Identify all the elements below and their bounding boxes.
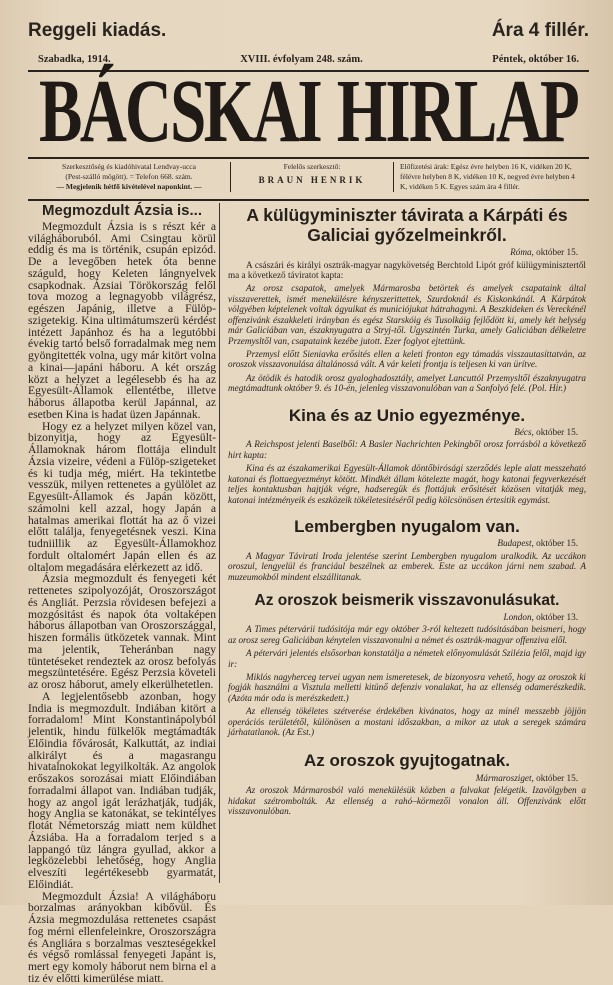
dateline-place: Mármarosziget [475,772,532,783]
paragraph: A legjelentősebb azonban, hogy India is megmozdult. Indiában kitört a forradalom! Mint Konstantinápolyból jelentik, hindu fülkelők megtámadták Előindia fővárosát, Kalkuttát, az indiai alkirályt és a magasrangu hivatalnokokat legyilkolták. Az angolok erőszakos sorozásai miatt Előindiában forradalmi állapot van. Indiában tudják, hogy az angol igát lerázhatják, tudják, hogy Anglia se katonákat, se tekintélyes flotát Németország miatt nem küldhet Ázsiába. Ha a forradalom terjed s a lappangó tüz lángra gyullad, akkor a legközelebbi lehetőség, hogy Anglia elveszíti legértékesebb gyarmatát, Előindiát. [28,689,216,891]
masthead-letter: S [170,61,207,161]
masthead-letter: I [385,61,412,161]
publication-info [28,162,589,192]
masthead-letter: A [495,61,543,161]
paragraph: Az ötödik és hatodik orosz gyaloghadosztály, amelyet Lancuttól Przemysltől északnyugatra megtámadtunk október 9. és 10-én, jelenleg visszavonulóban van a Sanfolyó felé. (Pol. Hir.) [228,372,586,394]
price-label: Ára 4 fillér. [491,20,589,41]
editor-info [231,162,394,192]
paragraph: Hogy ez a helyzet milyen közel van, bizonyitja, hogy az Egyesült-Államoknak három flottája elindult Ázsia vizeire, védeni a Fülöp-szigeteket és ki tudja még, miért. Ha tekintetbe vesszük, milyen rettenetes a gyülölet az Egyesült-Államok és Japán között, számolni kell azzal, hogy Japán a hatalmas amerikai flottát ha az ő vizei előtt találja, fenyegetésnek veszi. Kina tudniillik az Egyesült-Államokhoz fordult oltalomért Japán ellen és az oltalom megadására elérkezett az idő. [28,419,216,574]
article-lemberg [228,517,586,582]
paragraph: Przemysl előtt Sieniavka erősités ellen a keleti fronton egy támadás visszautasíttatván, az oroszok visszavonulása általánossá vált. A vár keleti frontja is teljesen ki van ürítve. [228,348,586,370]
paragraph: A Magyar Távirati Iroda jelentése szerint Lembergben nyugalom uralkodik. Az uccákon oroszul, lengyelül és franciául beszélnek az emberek. Este az uccákon járni nem szabad. A muzeumokból mindent elszállitanak. [228,550,586,582]
edition-label: Reggeli kiadás. [28,20,167,41]
article-title: Az oroszok beismerik visszavonulásukat. [254,592,560,610]
office-info [28,162,231,192]
masthead-letter: C [125,61,173,161]
dateline-place: Bécs [514,427,532,438]
article-russian-arson [228,751,586,816]
article-china-union [228,406,586,505]
paragraph: Az orosz csapatok, amelyek Mármarosba betörtek és amelyek csapataink által visszaverettek, ismét menekülésre kényszerittettek, Szurdoknál és Kiskonkánál. A Kárpátok völgyében képtelenek voltak ágyuikat és municiójukat hátrahagyni. A Beszkideken és Vereckénél offenzivánk északkeleti irányban és egész Starskóig és Tusolkáig fejlődött ki, amely két helység már Galiciában van, északnyugatra a Stryj-től. Ugyszintén Turka, amely Galiciában délkeletre Przemysltől van, csapataink kezébe jutott. Ezer foglyot ejtettünk. [228,283,586,346]
masthead-letter: L [454,61,498,161]
dateline [228,247,578,257]
dateline [228,773,578,783]
article-russian-retreat [228,592,586,737]
place-year: Szabadka, 1914. [38,54,111,65]
paragraph: Az oroszok Mármarosból való menekülésük közben a falvakat felégetik. Izavölgyben a hidakat szétrombolták. Az ellenség a rahó–körmezői vonalon áll. Offenzivánk előtt visszavonulóban. [228,785,586,817]
lead-article-title: Megmozdult Ázsia is... [41,202,203,219]
paragraph: Ázsia megmozdult és fenyegeti két rettenetes szipolyozóját, Oroszországot és Angliát. Perzsia rövidesen befejezi a mozgósitást és napok óta voltaképen háborus állapotban van Oroszországgal, hiszen formális ütközetek vannak. Mint ma jelentik, Teheránban nagy tüntetéseket rendeztek az orosz befolyás megszüntetésére. Egész Perzsia követeli az orosz háborut, amely elkerülhetetlen. [28,572,216,691]
paragraph: Kina és az északamerikai Egyesült-Államok döntőbirósági szerződés leple alatt messzeható katonai és flottaegyezményt kötött. Mindkét állam kötelezte magát, hogy katonai fegyverkezését teljes kontaktusban hajtják végre, hadseregük és flottájuk erősitését közösen vitatják meg, katonai intézményeik és eszközeik tökéletesitéséről pedig kölcsönösen értesitik egymást. [228,463,586,505]
masthead-title [38,61,581,161]
dateline [228,427,578,437]
masthead-letter: R [409,61,457,161]
masthead-letter: Á [80,61,128,161]
article-title: A külügyminiszter távirata a Kárpáti és Galiciai győzelmeinkről. [246,205,568,246]
dateline-date: , október 15. [531,772,578,783]
editor-name: BRAUN HENRIK [258,175,366,185]
masthead-letter: P [540,61,581,161]
news-column [228,205,586,820]
dateline-date: , október 15. [531,427,578,438]
dateline-date: , október 13. [531,611,578,622]
masthead-letter: B [38,61,83,161]
masthead-letter: H [336,61,388,161]
office-line: (Pest-szálló mögött). = Telefon 668. szám. [65,172,193,181]
paragraph: A Times pétervárii tudósitója már egy október 3-ról keltezett tudósitásában beismeri, hogy az orosz sereg Galiciában kénytelen visszavonulni a német és osztrák-magyar offenziva elől. [228,624,586,645]
masthead-letter: I [297,61,324,161]
dateline [228,612,578,622]
dateline-date: , október 15. [531,247,578,258]
dateline-place: London [503,611,532,622]
paragraph: A Reichspost jelenti Baselből: A Basler Nachrichten Pekingből orosz forrásból a következő hirt kapta: [228,439,586,460]
rule [28,199,589,201]
masthead-letter: A [252,61,300,161]
lead-article [28,202,216,985]
dateline [228,538,578,548]
dateline-place: Budapest [497,538,532,549]
paragraph: Az ellenség tökéletes szétverése érdekében kivánatos, hogy az minél messzebb jöjjön operációs területétől, különösen a mostani időszakban, a mikor az utak a seregek számára járhatatlanok. (Az Est.) [228,706,586,737]
volume-number: XVIII. évfolyam 248. szám. [240,54,363,65]
office-line: Szerkesztőség és kiadóhivatal Lendvay-ucca [62,162,196,171]
office-line: — Megjelenik hétfő kivételével naponkint. — [56,182,202,191]
masthead-letter: K [204,61,255,161]
column-divider [219,203,220,883]
article-title: Kina és az Unio egyezménye. [288,405,526,425]
paragraph: Miklós nagyherceg tervei ugyan nem ismeretesek, de bizonyosra vehető, hogy az oroszok ki fogják használni a Visztula melletti kitünő defenziv vonalakat, ha az ellenség odamerészkedik. (Azóta már oda is merészkedett.) [228,671,586,703]
edition-bar [28,20,589,42]
paragraph: Megmozdult Ázsia is s részt kér a világháboruból. Ami Csingtau körül eddig és ma is történik, csupán epizód. De a levegőben hetek óta benne száguld, hogy Keleten lángnyelvek csapkodnak. Ázsiai Törökország felől tova mozog a legnagyobb világrész, egészen Japánig, illetve a Fülöp-szigetekig. Kina ultimátumszerü kérdést intézett Japánhoz és ha a legutóbbi évekig tartó belső forradalmak meg nem gyöngitették volna, ugy már kitört volna a kinai—japáni háboru. A két ország közt a helyzet a legélesebb és ha az Egyesült-Államok ellentétbe, illetve háborus állapotba kerül Japánnal, az esetben Kina is hadat üzen Japánnak. [28,219,216,421]
subscription-info: Előfizetési árak: Egész évre helyben 16 K, vidéken 20 K, félévre helyben 8 K, vidéken 10 K, negyed évre helyben 4 K, vidéken 5 K. Egyes szám ára 4 fillér. [400,162,575,191]
paragraph: Megmozdult Ázsia! A világháboru borzalmas arányokban kibővül. És Ázsia megmozdulása rettenetes csapást fog mérni ellenfeleinkre, Oroszországra és Angliára s borzalmas veszteségekkel és végső romlással fenyegeti Japánt is, mert egy komoly háborut nem birna el a tiz év előtti kimerülése miatt. [28,889,216,985]
paragraph: A pétervári jelentés elsősorban konstatálja a németek előnyomulását Szilézia felől, majd igy ir: [228,648,586,669]
editor-label: Felelős szerkesztő: [283,162,341,171]
rule [28,157,589,159]
issue-date: Péntek, október 16. [492,54,579,65]
paragraph: A császári és királyi osztrák-magyar nagykövetség Berchtold Lipót gróf külügyminisztertől ma a következő táviratot kapta: [228,259,586,281]
article-title: Az oroszok gyujtogatnak. [304,751,510,771]
dateline-date: , október 15. [531,538,578,549]
article-foreign-minister-telegram [228,205,586,394]
dateline-place: Róma [510,247,532,258]
article-title: Lembergben nyugalom van. [294,516,520,536]
